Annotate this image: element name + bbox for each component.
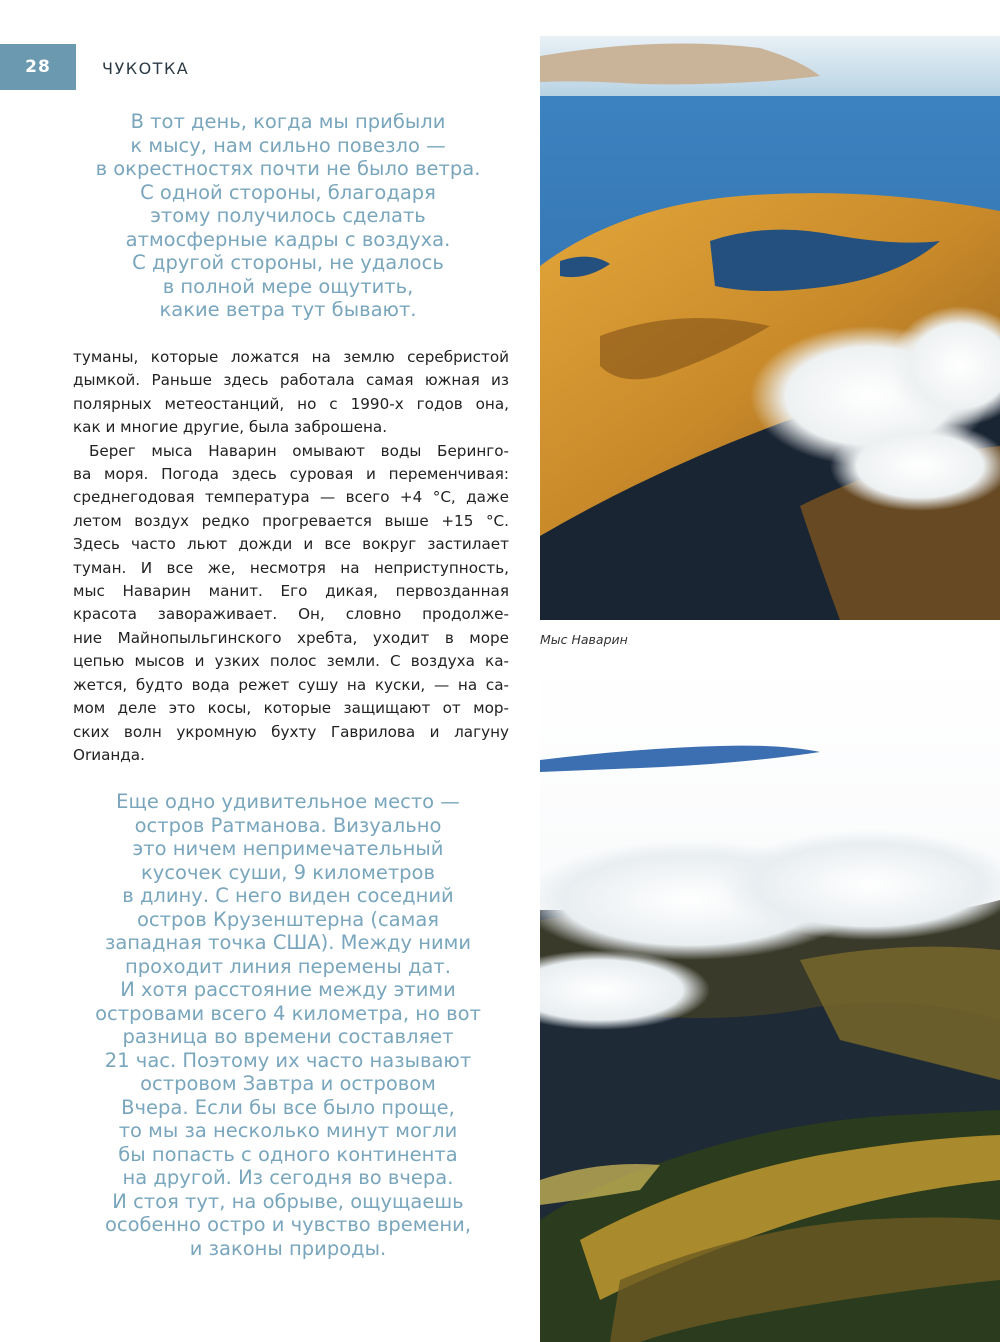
- body-line: Берег мыса Наварин омывают воды Беринго-: [89, 441, 509, 460]
- photo-caption: Мыс Наварин: [540, 632, 628, 647]
- quote-line: С одной стороны, благодаря: [140, 180, 436, 204]
- quote-line: к мысу, нам сильно повезло —: [130, 133, 446, 157]
- body-line: ние Майнопыльгинского хребта, уходит в море: [73, 628, 509, 647]
- quote-line: кусочек суши, 9 километров: [141, 860, 435, 884]
- quote-line: Вчера. Если бы все было проще,: [121, 1095, 455, 1119]
- quote-line: С другой стороны, не удалось: [132, 251, 444, 274]
- quote-line: то мы за несколько минут могли: [118, 1119, 458, 1142]
- quote-line: в окрестностях почти не было ветра.: [95, 157, 481, 180]
- body-line: ва моря. Погода здесь суровая и переменчивая:: [73, 465, 509, 484]
- quote-line: 21 час. Поэтому их часто называют: [104, 1048, 472, 1072]
- body-line: цепью мысов и узких полос земли. С воздуха ка-: [73, 652, 509, 671]
- body-line: туман. И все же, несмотря на неприступность,: [73, 558, 509, 577]
- quote-line: В тот день, когда мы прибыли: [130, 110, 446, 133]
- quote-line: это ничем непримечательный: [132, 837, 444, 860]
- quote-line: остров Ратманова. Визуально: [134, 813, 442, 837]
- quote-line: в длину. С него виден соседний: [122, 884, 454, 907]
- page-number-badge: 28: [0, 44, 76, 90]
- photo-cape-navarin: [540, 36, 1000, 620]
- aerial-landscape-image: [540, 36, 1000, 620]
- pull-quote-top: [70, 110, 506, 322]
- body-text: [73, 346, 509, 767]
- body-line: жется, будто вода режет сушу на куски, — на са-: [73, 675, 509, 694]
- quote-line: разница во времени составляет: [122, 1025, 454, 1048]
- body-line: как и многие другие, была заброшена.: [73, 418, 388, 437]
- quote-line: особенно остро и чувство времени,: [104, 1213, 472, 1236]
- body-line: ских волн укромную бухту Гаврилова и лагуну: [73, 722, 509, 741]
- body-line: полярных метеостанций, но с 1990-х годов она,: [73, 394, 509, 413]
- quote-line: в полной мере ощутить,: [162, 274, 414, 298]
- body-line: Orианда.: [73, 745, 145, 764]
- quote-line: островами всего 4 километра, но вот: [95, 1001, 481, 1025]
- body-line: среднегодовая температура — всего +4 °С, даже: [73, 488, 509, 507]
- quote-line: островом Завтра и островом: [140, 1072, 436, 1095]
- section-title: ЧУКОТКА: [102, 59, 190, 78]
- aerial-landscape-image: [540, 660, 1000, 1342]
- body-line: дымкой. Раньше здесь работала самая южная из: [73, 371, 509, 390]
- body-line: мом деле это косы, которые защищают от мор-: [73, 699, 509, 718]
- body-line: летом воздух редко прогревается выше +15 °С.: [73, 511, 509, 530]
- quote-line: проходит линия перемены дат.: [125, 954, 451, 978]
- quote-line: какие ветра тут бывают.: [159, 298, 417, 321]
- quote-line: И хотя расстояние между этими: [120, 978, 456, 1001]
- quote-line: на другой. Из сегодня во вчера.: [122, 1166, 454, 1189]
- quote-line: Еще одно удивительное место —: [116, 790, 460, 813]
- body-line: Здесь часто льют дожди и все вокруг застилает: [73, 535, 509, 554]
- body-line: туманы, которые ложатся на землю серебристой: [73, 348, 509, 366]
- quote-line: И стоя тут, на обрыве, ощущаешь: [112, 1189, 464, 1213]
- body-line: мыс Наварин манит. Его дикая, первозданная: [73, 582, 509, 601]
- quote-line: и законы природы.: [189, 1236, 387, 1260]
- quote-line: западная точка США). Между ними: [104, 931, 472, 954]
- photo-aerial-clouds: [540, 660, 1000, 1342]
- quote-line: этому получилось сделать: [150, 204, 426, 227]
- body-line: красота завораживает. Он, словно продолже-: [73, 605, 509, 624]
- quote-line: остров Крузенштерна (самая: [136, 907, 440, 931]
- quote-line: бы попасть с одного континента: [118, 1142, 458, 1166]
- pull-quote-bottom: [60, 790, 516, 1260]
- quote-line: атмосферные кадры с воздуха.: [125, 227, 451, 251]
